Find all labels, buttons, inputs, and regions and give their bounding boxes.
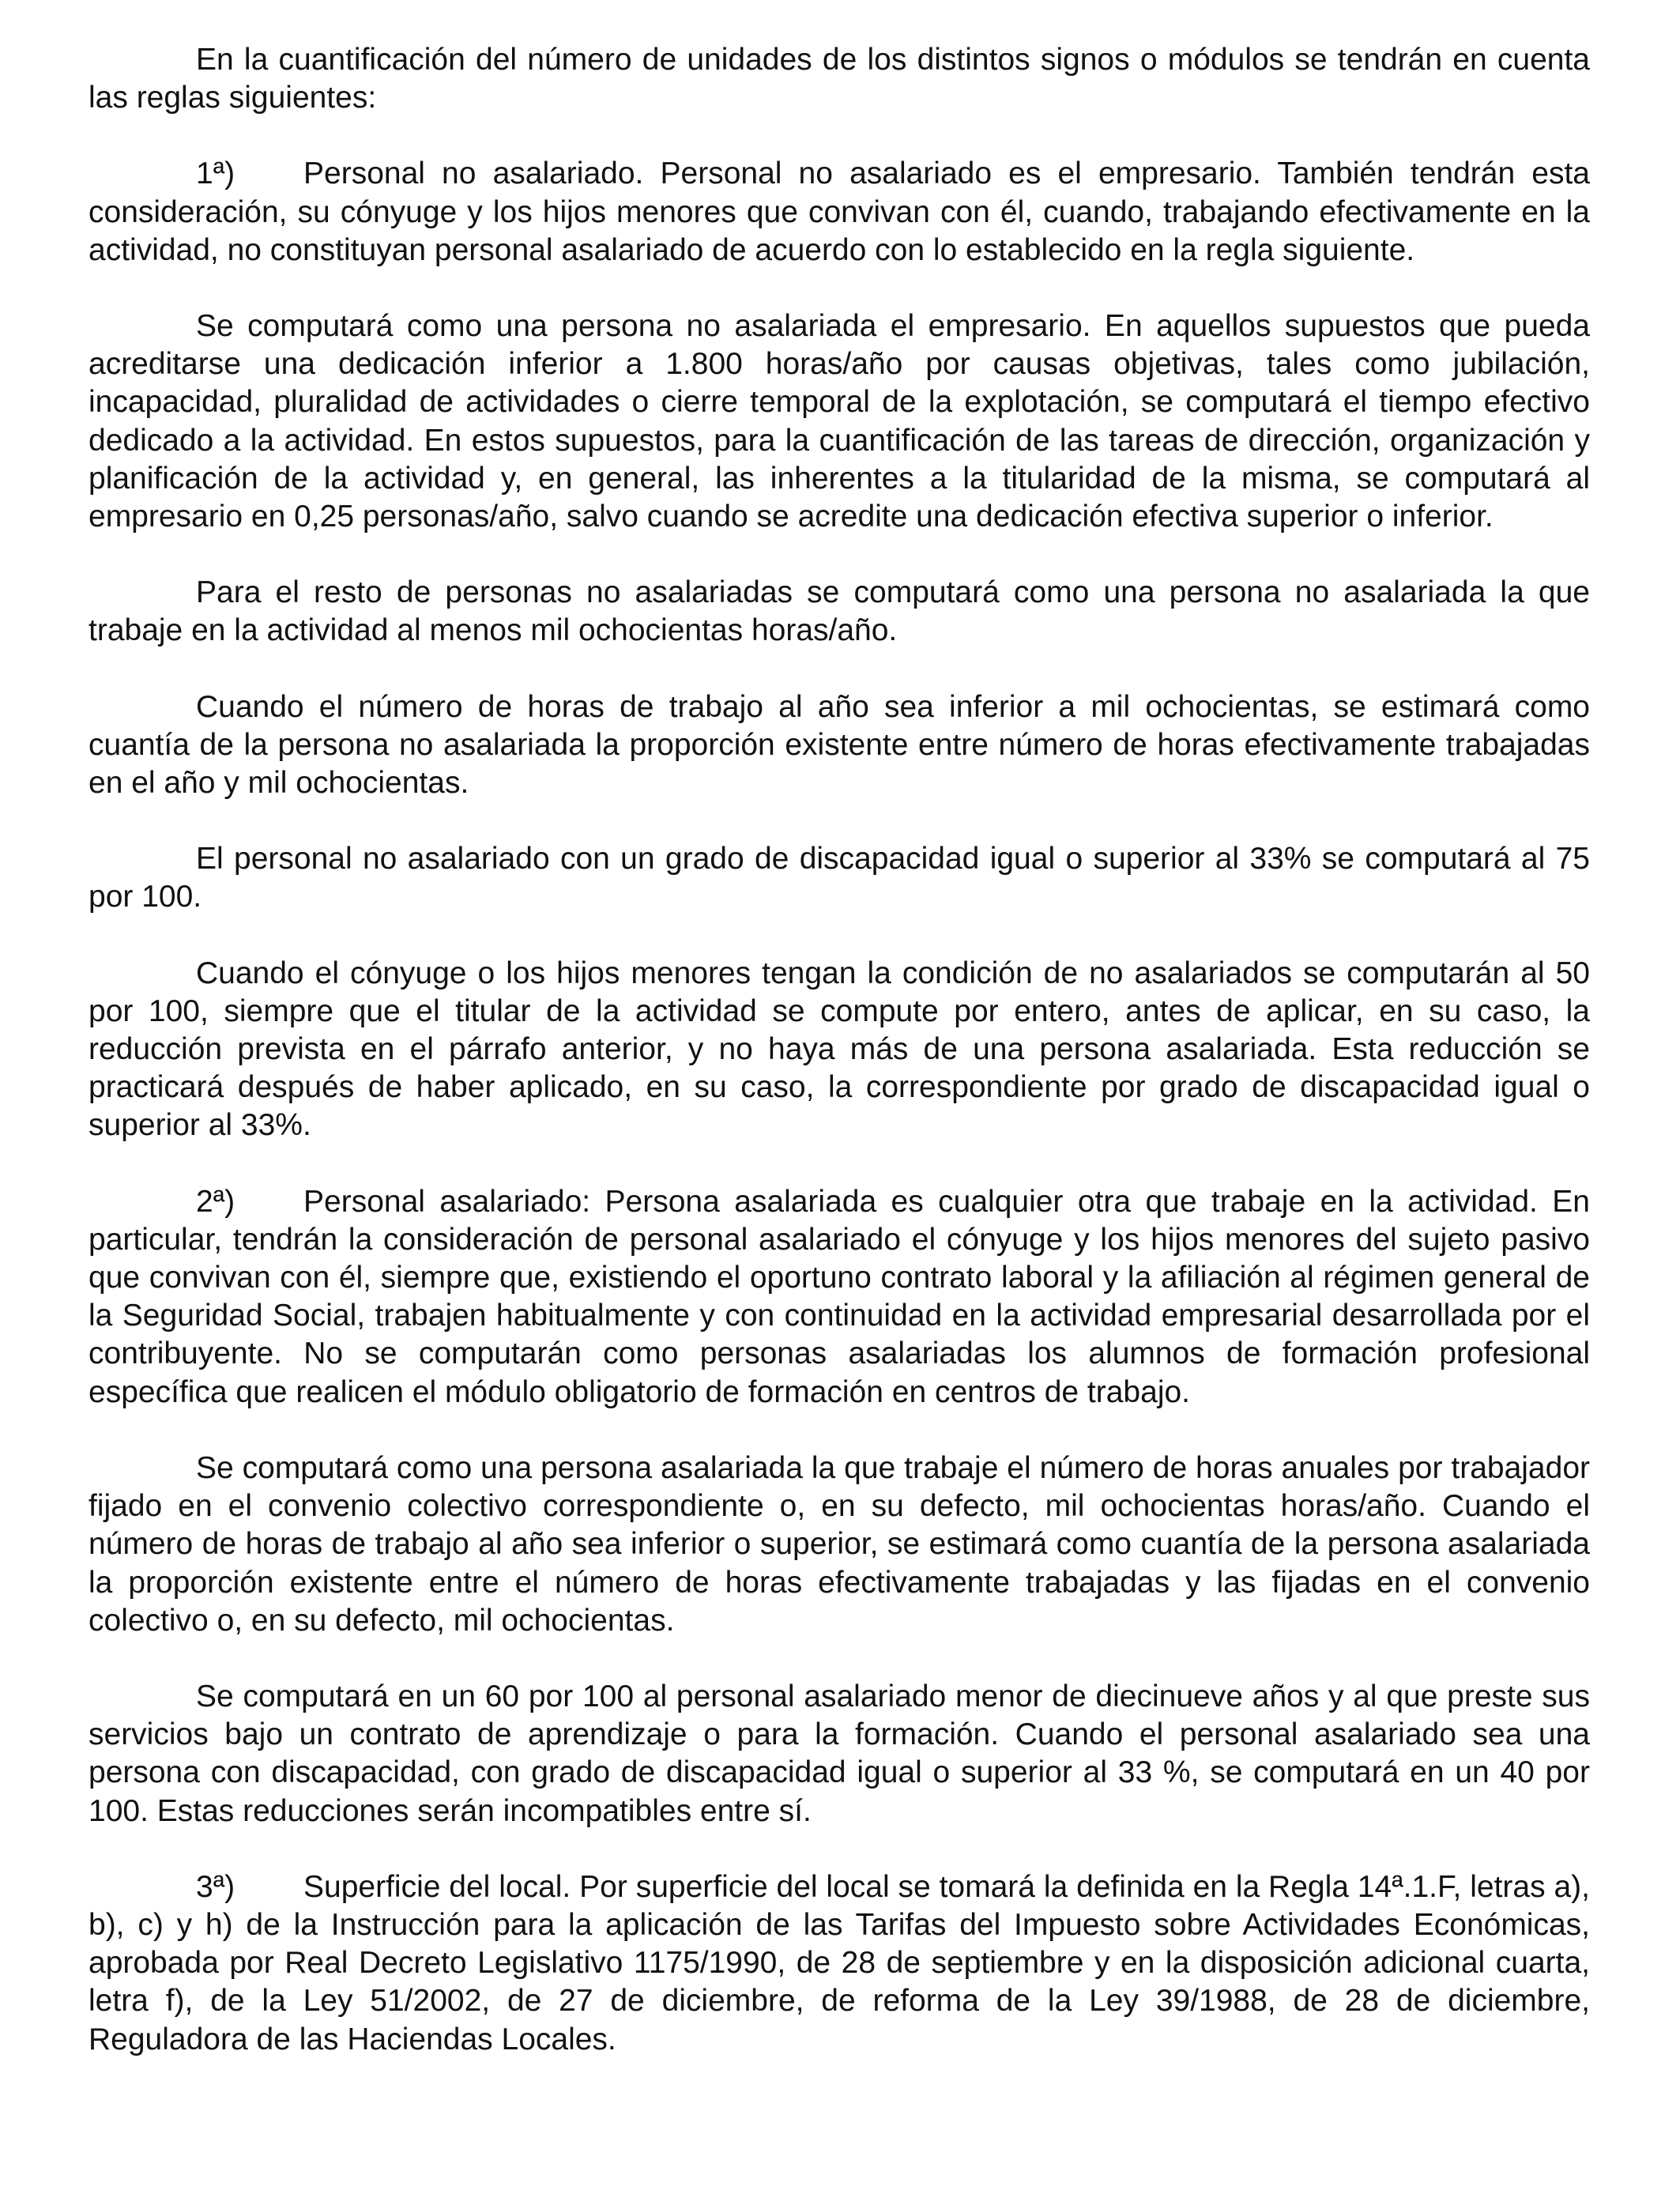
rule-1-number: 1ª)	[196, 156, 235, 191]
intro-paragraph: En la cuantificación del número de unidades de los distintos signos o módulos se tendrán en cuenta las reglas siguientes:	[89, 43, 1590, 115]
rule-3-number: 3ª)	[196, 1869, 235, 1904]
rule-1-paragraph	[89, 155, 1590, 270]
rule-3-text: Superficie del local. Por superficie del local se tomará la definida en la Regla 14ª.1.F, letras a), b), c) y h) de la Instrucción para la aplicación de las Tarifas del Impuesto sobre Actividades Económicas, aprobada por Real Decreto Legislativo 1175/1990, de 28 de septiembre y en la disposición adicional cuarta, letra f), de la Ley 51/2002, de 27 de diciembre, de reforma de la Ley 39/1988, de 28 de diciembre, Reguladora de las Haciendas Locales.	[89, 1869, 1590, 2056]
rule-1-text: Personal no asalariado. Personal no asalariado es el empresario. También tendrán esta consideración, su cónyuge y los hijos menores que convivan con él, cuando, trabajando efectivamente en la actividad, no constituyan personal asalariado de acuerdo con lo establecido en la regla siguiente.	[89, 156, 1590, 267]
reduction-60-paragraph: Se computará en un 60 por 100 al personal asalariado menor de diecinueve años y al que preste sus servicios bajo un contrato de aprendizaje o para la formación. Cuando el personal asalariado sea una persona con discapacidad, con grado de discapacidad igual o superior al 33 %, se computará en un 40 por 100. Estas reducciones serán incompatibles entre sí.	[89, 1679, 1590, 1828]
rule-2-paragraph	[89, 1183, 1590, 1412]
conyuge-paragraph: Cuando el cónyuge o los hijos menores tengan la condición de no asalariados se computarán al 50 por 100, siempre que el titular de la actividad se compute por entero, antes de aplicar, en su caso, la reducción prevista en el párrafo anterior, y no haya más de una persona asalariada. Esta reducción se practicará después de haber aplicado, en su caso, la correspondiente por grado de discapacidad igual o superior al 33%.	[89, 956, 1590, 1143]
discapacidad-paragraph: El personal no asalariado con un grado de discapacidad igual o superior al 33% se computará al 75 por 100.	[89, 842, 1590, 914]
empresario-paragraph: Se computará como una persona no asalariada el empresario. En aquellos supuestos que pueda acreditarse una dedicación inferior a 1.800 horas/año por causas objetivas, tales como jubilación, incapacidad, pluralidad de actividades o cierre temporal de la explotación, se computará el tiempo efectivo dedicado a la actividad. En estos supuestos, para la cuantificación de las tareas de dirección, organización y planificación de la actividad y, en general, las inherentes a la titularidad de la misma, se computará al empresario en 0,25 personas/año, salvo cuando se acredite una dedicación efectiva superior o inferior.	[89, 309, 1590, 534]
rule-2-number: 2ª)	[196, 1184, 235, 1219]
document-page	[89, 41, 1590, 2059]
rule-2-text: Personal asalariado: Persona asalariada es cualquier otra que trabaje en la actividad. En particular, tendrán la consideración de personal asalariado el cónyuge y los hijos menores del sujeto pasivo que convivan con él, siempre que, existiendo el oportuno contrato laboral y la afiliación al régimen general de la Seguridad Social, trabajen habitualmente y con continuidad en la actividad empresarial desarrollada por el contribuyente. No se computarán como personas asalariadas los alumnos de formación profesional específica que realicen el módulo obligatorio de formación en centros de trabajo.	[89, 1184, 1590, 1409]
horas-inferior-paragraph: Cuando el número de horas de trabajo al año sea inferior a mil ochocientas, se estimará como cuantía de la persona no asalariada la proporción existente entre número de horas efectivamente trabajadas en el año y mil ochocientas.	[89, 689, 1590, 801]
resto-paragraph: Para el resto de personas no asalariadas se computará como una persona no asalariada la que trabaje en la actividad al menos mil ochocientas horas/año.	[89, 575, 1590, 648]
rule-3-paragraph	[89, 1868, 1590, 2059]
asalariada-paragraph: Se computará como una persona asalariada la que trabaje el número de horas anuales por trabajador fijado en el convenio colectivo correspondiente o, en su defecto, mil ochocientas horas/año. Cuando el número de horas de trabajo al año sea inferior o superior, se estimará como cuantía de la persona asalariada la proporción existente entre el número de horas efectivamente trabajadas y las fijadas en el convenio colectivo o, en su defecto, mil ochocientas.	[89, 1450, 1590, 1638]
